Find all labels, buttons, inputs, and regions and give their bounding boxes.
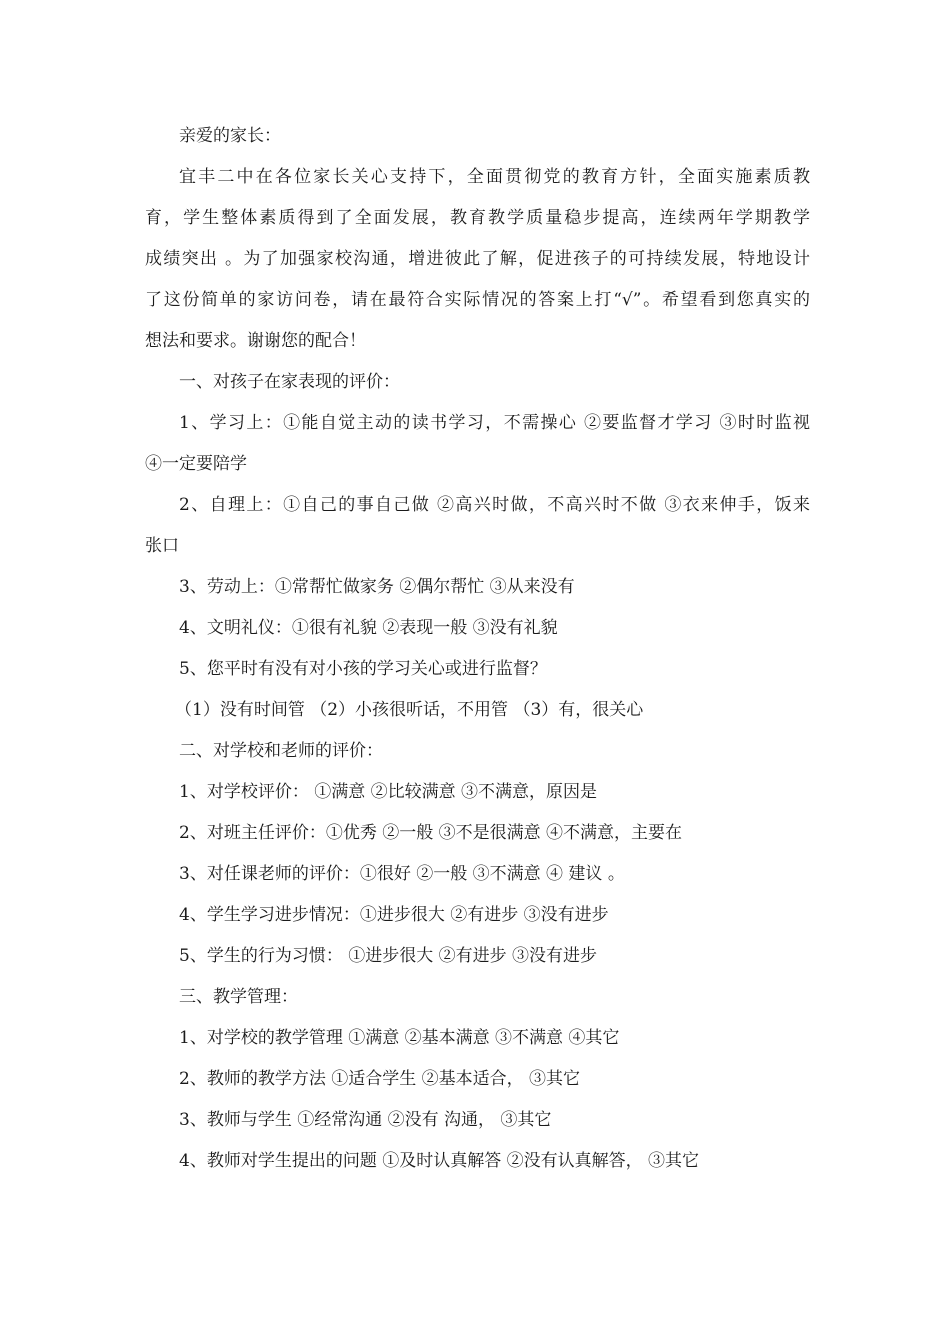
section1-heading: 一、对孩子在家表现的评价： — [179, 372, 400, 392]
question-item: 5、您平时有没有对小孩的学习关心或进行监督？ — [179, 659, 547, 679]
question-item: 2、教师的教学方法 ①适合学生 ②基本适合， ③其它 — [179, 1069, 581, 1089]
question-item: 3、教师与学生 ①经常沟通 ②没有 沟通， ③其它 — [179, 1110, 552, 1130]
intro-paragraph-line: 想法和要求。谢谢您的配合！ — [145, 331, 366, 351]
section3-heading: 三、教学管理： — [179, 987, 298, 1007]
question-item-continuation: 张口 — [145, 536, 179, 556]
question-item: 1、对学校的教学管理 ①满意 ②基本满意 ③不满意 ④其它 — [179, 1028, 620, 1048]
section2-heading: 二、对学校和老师的评价： — [179, 741, 383, 761]
intro-paragraph-line: 成绩突出 。为了加强家校沟通，增进彼此了解，促进孩子的可持续发展，特地设计 — [145, 249, 810, 269]
document-page — [145, 116, 810, 1182]
question-item: 2、自理上：①自己的事自己做 ②高兴时做，不高兴时不做 ③衣来伸手，饭来 — [179, 495, 810, 515]
question-item: 3、对任课老师的评价：①很好 ②一般 ③不满意 ④ 建议 。 — [179, 864, 625, 884]
intro-paragraph-line: 宜丰二中在各位家长关心支持下，全面贯彻党的教育方针，全面实施素质教 — [179, 167, 810, 187]
question-item: 5、学生的行为习惯： ①进步很大 ②有进步 ③没有进步 — [179, 946, 598, 966]
intro-paragraph-line: 了这份简单的家访问卷，请在最符合实际情况的答案上打“√”。希望看到您真实的 — [145, 290, 810, 310]
question-item: 4、学生学习进步情况：①进步很大 ②有进步 ③没有进步 — [179, 905, 609, 925]
question-item: 4、教师对学生提出的问题 ①及时认真解答 ②没有认真解答， ③其它 — [179, 1151, 700, 1171]
question-item: 2、对班主任评价：①优秀 ②一般 ③不是很满意 ④不满意，主要在 — [179, 823, 683, 843]
question-item: 1、学习上：①能自觉主动的读书学习，不需操心 ②要监督才学习 ③时时监视 — [179, 413, 810, 433]
question-item: 1、对学校评价： ①满意 ②比较满意 ③不满意，原因是 — [179, 782, 598, 802]
question-item: 4、文明礼仪：①很有礼貌 ②表现一般 ③没有礼貌 — [179, 618, 558, 638]
question-item: 3、劳动上：①常帮忙做家务 ②偶尔帮忙 ③从来没有 — [179, 577, 575, 597]
question-item-continuation: ④一定要陪学 — [145, 454, 247, 474]
question-options: （1）没有时间管 （2）小孩很听话，不用管 （3）有，很关心 — [175, 700, 644, 720]
intro-paragraph-line: 育，学生整体素质得到了全面发展，教育教学质量稳步提高，连续两年学期教学 — [145, 208, 810, 228]
greeting: 亲爱的家长： — [179, 126, 281, 146]
